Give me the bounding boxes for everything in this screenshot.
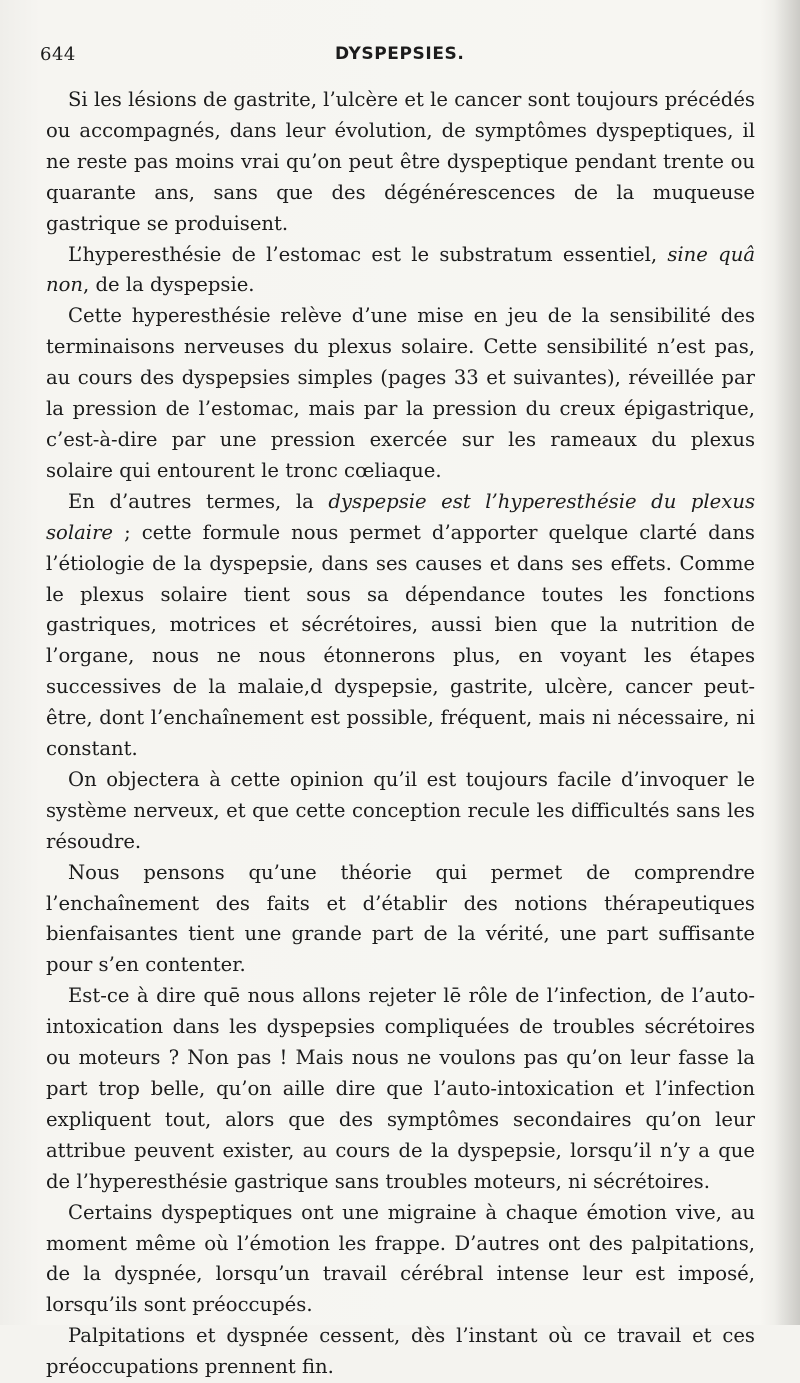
paragraph: Palpitations et dyspnée cessent, dès l’instant où ce travail et ces préoccupations prennent fin. — [46, 1324, 755, 1379]
paragraph: Certains dyspeptiques ont une migraine à chaque émotion vive, au moment même où l’émotion les frappe. D’autres ont des palpitations, de la dyspnée, lorsqu’un travail cérébral intense leur est imposé, lorsqu’ils sont préoccupés. — [46, 1200, 755, 1317]
paragraph: Si les lésions de gastrite, l’ulcère et le cancer sont toujours précédés ou accompagnés, dans leur évolution, de symptômes dyspeptiques, il ne reste pas moins vrai qu’on peut être dyspeptique pendant trente ou quarante ans, sans que des dégénérescences de la muqueuse gastrique se produisent. — [46, 88, 755, 235]
running-title: DYSPEPSIES. — [335, 44, 465, 64]
page-number: 644 — [40, 44, 76, 65]
paragraph: Cette hyperesthésie relève d’une mise en jeu de la sensibilité des terminaisons nerveuses du plexus solaire. Cette sensibilité n’est pas, au cours des dyspepsies simples (pages 33 et suivantes), réveillée par la pression de l’estomac, mais par la pression du creux épigastrique, c’est-à-dire par une pression exercée sur les rameaux du plexus solaire qui entourent le tronc cœliaque. — [46, 304, 755, 482]
paragraph-text: , de la dyspepsie. — [83, 273, 255, 297]
paragraph — [46, 240, 755, 302]
latin-phrase: sine quâ non — [46, 242, 756, 297]
paragraph: Est-ce à dire quē nous allons rejeter lē rôle de l’infection, de l’auto-intoxication dans les dyspepsies compliquées de troubles sécrétoires ou moteurs ? Non pas ! Mais nous ne voulons pas qu’on leur fasse la part trop belle, qu’on aille dire que l’auto-intoxication et l’infection expliquent tout, alors que des symptômes secondaires qu’on leur attribue peuvent exister, au cours de la dyspepsie, lorsqu’il n’y a que de l’hyperesthésie gastrique sans troubles moteurs, ni sécrétoires. — [46, 984, 755, 1193]
body-text — [46, 85, 755, 1383]
page-edge-shadow — [774, 0, 800, 1325]
paragraph-text: L’hyperesthésie de l’estomac est le substratum essentiel, — [68, 242, 668, 266]
paragraph-text: ; cette formule nous permet d’apporter quelque clarté dans l’étiologie de la dyspepsie, dans ses causes et dans ses effets. Comme le plexus solaire tient sous sa dépendance toutes les fonctions gastriques, motrices et sécrétoires, aussi bien que la nutrition de l’organe, nous ne nous étonnerons plus, en voyant les étapes successives de la malaie,d dyspepsie, gastrite, ulcère, cancer peut-être, dont l’enchaînement est possible, fréquent, mais ni nécessaire, ni constant. — [46, 520, 755, 761]
paragraph-text: En d’autres termes, la — [68, 489, 329, 513]
paragraph: Nous pensons qu’une théorie qui permet de comprendre l’enchaînement des faits et d’établir des notions thérapeutiques bienfaisantes tient une grande part de la vérité, une part suffisante pour s’en contenter. — [46, 860, 755, 977]
italic-thesis: dyspepsie est l’hyperesthésie du plexus solaire — [46, 489, 756, 544]
paragraph — [46, 487, 755, 765]
page-header — [40, 44, 760, 70]
paragraph: On objectera à cette opinion qu’il est toujours facile d’invoquer le système nerveux, et que cette conception recule les difficultés sans les résoudre. — [46, 767, 755, 853]
